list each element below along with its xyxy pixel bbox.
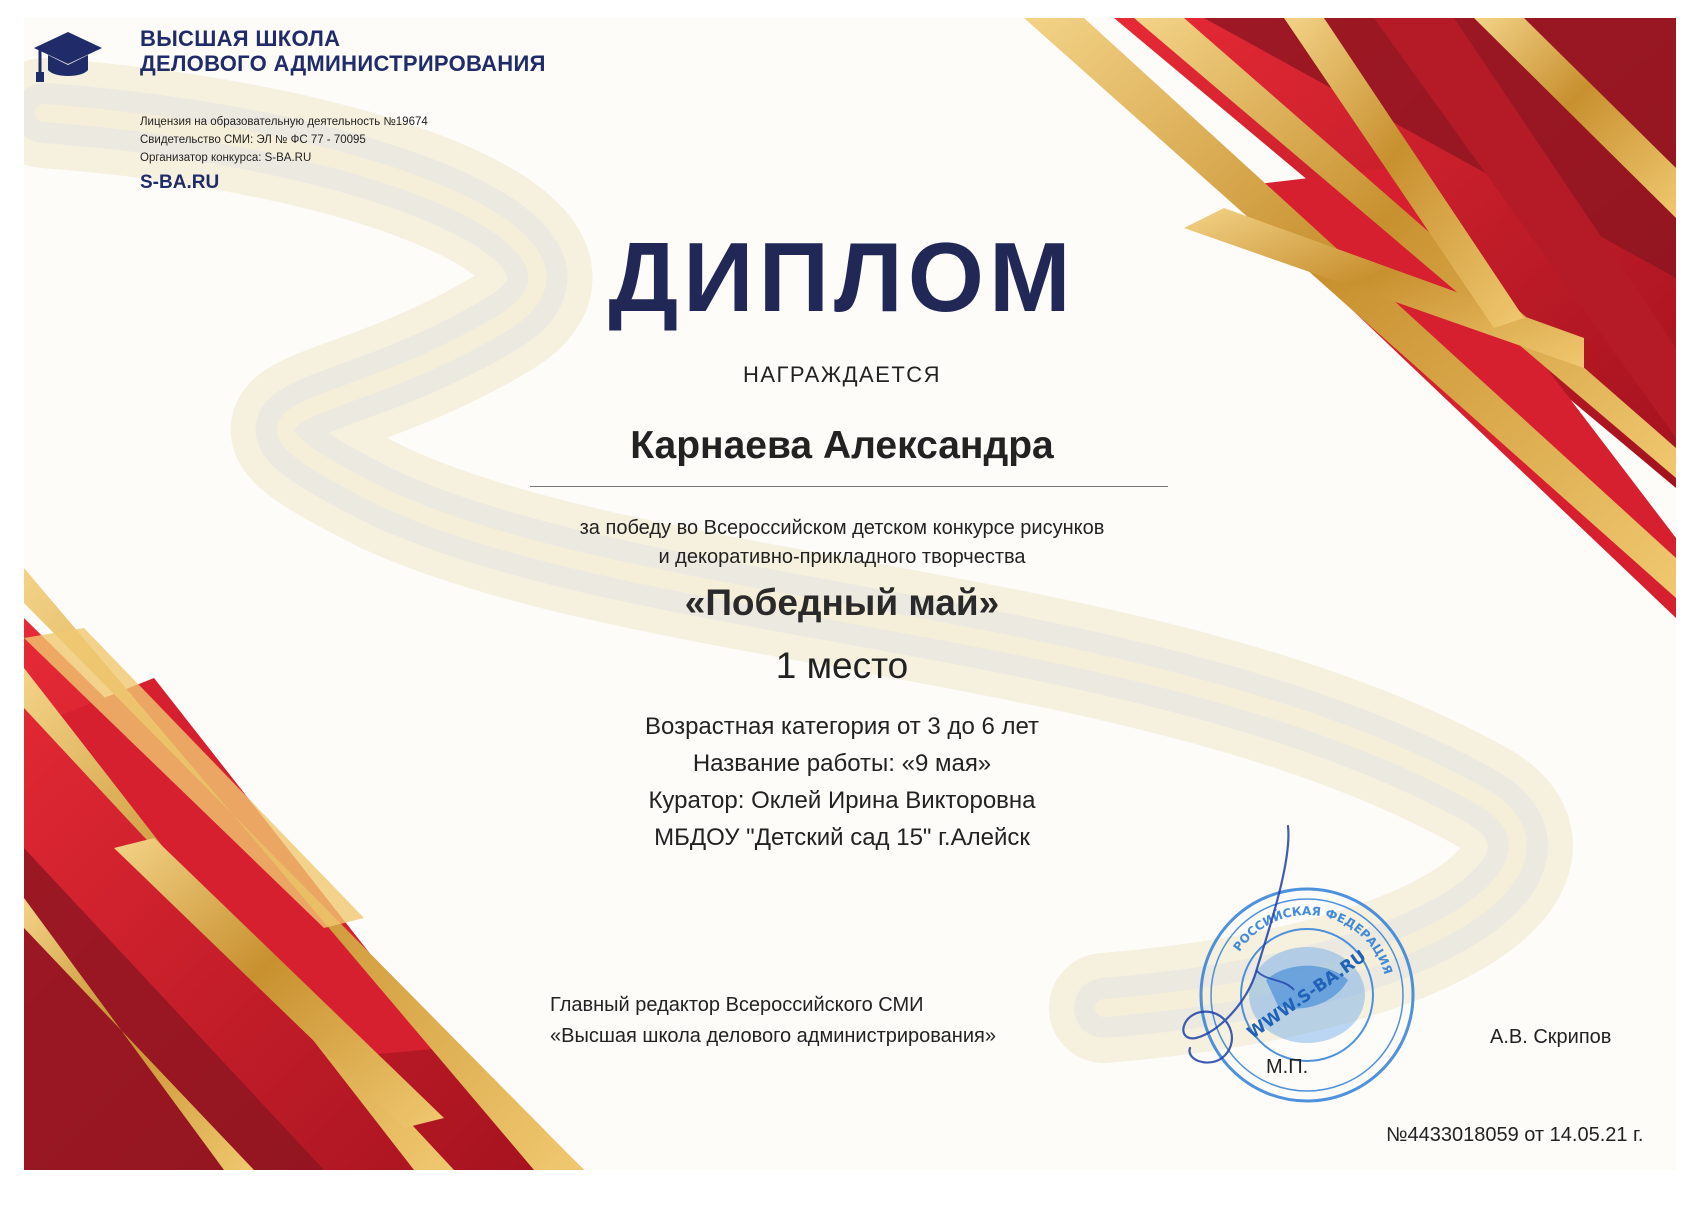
license-text: Лицензия на образовательную деятельность №19674 <box>140 116 428 128</box>
institution: МБДОУ "Детский сад 15" г.Алейск <box>654 824 1030 851</box>
stamp-site-text: WWW.S-BA.RU <box>1243 946 1371 1044</box>
work-title: Название работы: «9 мая» <box>692 750 992 777</box>
editor-credit-line2: «Высшая школа делового администрирования» <box>550 1025 996 1047</box>
org-name-line2: ДЕЛОВОГО АДМИНИСТРИРОВАНИЯ <box>140 51 546 76</box>
org-name <box>140 26 600 76</box>
award-reason-line2: и декоративно-прикладного творчества <box>658 546 1026 568</box>
org-name-line1: ВЫСШАЯ ШКОЛА <box>140 26 341 51</box>
diploma-title: ДИПЛОМ <box>608 222 1076 332</box>
name-underline <box>530 486 1168 487</box>
curator: Куратор: Оклей Ирина Викторовна <box>648 787 1036 814</box>
award-details <box>0 708 1684 856</box>
awarded-label: НАГРАЖДАЕТСЯ <box>742 362 942 387</box>
org-site: S-BA.RU <box>140 172 220 193</box>
organizer-text: Организатор конкурса: S-BA.RU <box>140 152 312 164</box>
graduation-cap-icon <box>32 30 104 82</box>
signature-mark <box>1160 822 1320 1072</box>
age-category: Возрастная категория от 3 до 6 лет <box>644 713 1040 740</box>
signer-name: А.В. Скрипов <box>1490 1026 1612 1048</box>
contest-name: «Победный май» <box>684 582 1000 623</box>
org-credentials <box>140 113 600 167</box>
stamp-country-text: РОССИЙСКАЯ ФЕДЕРАЦИЯ <box>1230 903 1396 976</box>
award-place: 1 место <box>775 645 909 686</box>
media-certificate-text: Свидетельство СМИ: ЭЛ № ФС 77 - 70095 <box>140 134 366 146</box>
stamp-mp-label: М.П. <box>1266 1056 1309 1078</box>
recipient-name: Карнаева Александра <box>630 424 1054 467</box>
editor-credit-line1: Главный редактор Всероссийского СМИ <box>550 994 924 1016</box>
editor-credit <box>550 990 1110 1052</box>
document-number: №4433018059 от 14.05.21 г. <box>1386 1124 1644 1146</box>
award-reason <box>0 514 1684 572</box>
award-reason-line1: за победу во Всероссийском детском конкурсе рисунков <box>579 517 1105 539</box>
